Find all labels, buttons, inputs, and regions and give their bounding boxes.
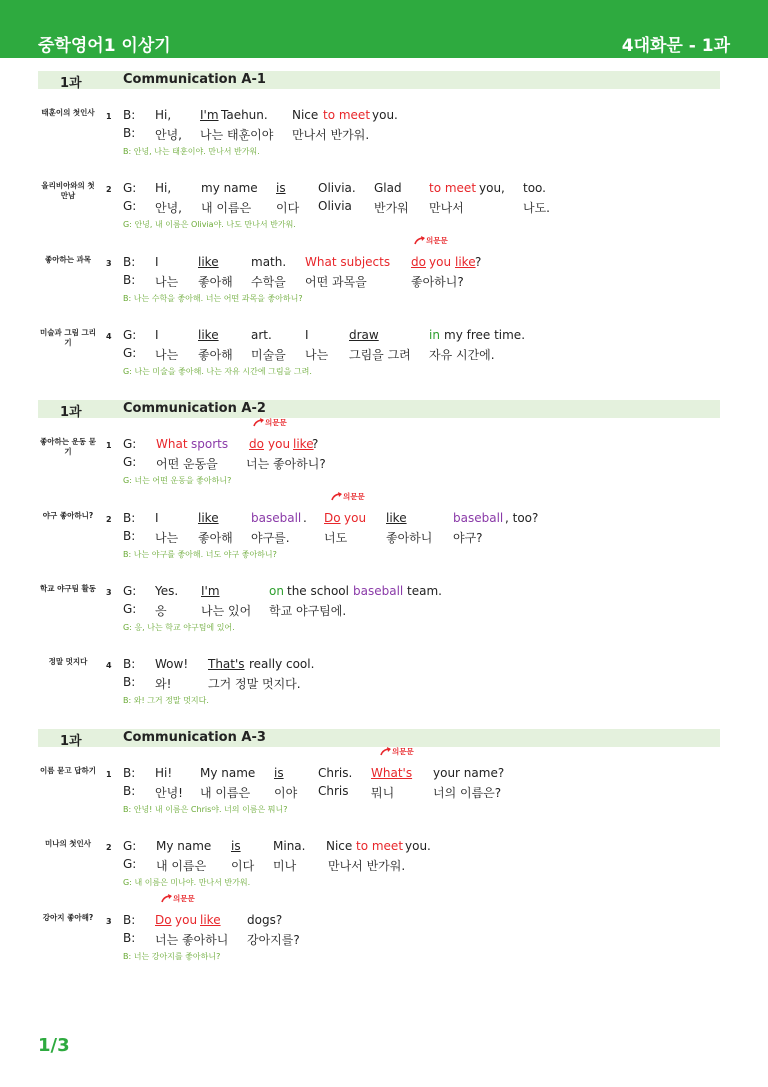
speaker: B:	[123, 913, 136, 927]
word: I	[155, 511, 159, 525]
translation: B: 안녕! 내 이름은 Chris야. 너의 이름은 뭐니?	[123, 805, 288, 814]
section-lesson: 1과	[60, 76, 82, 91]
word: my free time.	[444, 328, 526, 342]
speaker: G:	[123, 328, 137, 342]
question-marker	[161, 893, 195, 904]
speaker: G:	[123, 839, 137, 853]
word: 안녕,	[155, 128, 182, 142]
word: do	[411, 255, 426, 269]
word: like	[200, 913, 221, 927]
speaker: G:	[123, 584, 137, 598]
curved-arrow-icon	[253, 418, 265, 427]
word: is	[276, 181, 286, 195]
word: 만나서 반가워.	[292, 128, 370, 142]
question-label: 의문문	[343, 492, 365, 501]
word: like	[386, 511, 407, 525]
speaker: B:	[123, 273, 136, 287]
word: 나는	[155, 275, 179, 289]
word: dogs?	[247, 913, 283, 927]
book-title: 중학영어1 이상기	[38, 36, 171, 56]
section-header	[38, 729, 720, 747]
word: Hi,	[155, 181, 172, 195]
dialogue-item	[0, 492, 768, 571]
speaker: B:	[123, 657, 136, 671]
word: too.	[523, 181, 546, 195]
word: ?	[475, 255, 482, 269]
word: my name	[201, 181, 258, 195]
word: , too?	[505, 511, 539, 525]
translation: G: 응, 나는 학교 야구팀에 있어.	[123, 623, 235, 632]
item-topic: 정말 멋지다	[48, 657, 88, 666]
word: Chris.	[318, 766, 353, 780]
word: What's	[371, 766, 413, 780]
word: 응	[155, 604, 167, 618]
page-number: 1/3	[38, 1035, 70, 1056]
word: I	[305, 328, 309, 342]
item-topic: 야구 좋아하니?	[42, 511, 94, 520]
item-number: 1	[106, 112, 112, 121]
speaker: B:	[123, 529, 136, 543]
speaker: G:	[123, 602, 137, 616]
dialogue-item	[0, 328, 768, 388]
word: 이다	[231, 859, 255, 873]
question-marker	[414, 235, 448, 246]
word: Glad	[374, 181, 402, 195]
item-number: 3	[106, 259, 112, 268]
translation: G: 내 이름은 미나야. 만나서 반가워.	[123, 878, 251, 887]
word: you	[175, 913, 198, 927]
word: 내 이름은	[200, 786, 251, 800]
word: 강아지를?	[247, 933, 300, 947]
word: Nice	[292, 108, 319, 122]
translation: G: 안녕, 내 이름은 Olivia야. 나도 만나서 반가워.	[123, 220, 296, 229]
word: I'm	[200, 108, 219, 122]
word: 학교 야구팀에.	[269, 604, 347, 618]
word: 좋아해	[198, 275, 233, 289]
word: 나는 있어	[201, 604, 252, 618]
word: 만나서 반가워.	[328, 859, 406, 873]
speaker: B:	[123, 108, 136, 122]
curved-arrow-icon	[161, 894, 173, 903]
translation: B: 너는 강아지를 좋아하니?	[123, 952, 221, 961]
item-number: 4	[106, 332, 112, 341]
dialogue-item	[0, 418, 768, 497]
item-number: 2	[106, 515, 112, 524]
word: 좋아하니?	[411, 275, 464, 289]
question-label: 의문문	[426, 236, 448, 245]
translation: G: 나는 미술을 좋아해. 나는 자유 시간에 그림을 그려.	[123, 367, 312, 376]
word: 나는	[155, 348, 179, 362]
word: Chris	[318, 784, 349, 798]
item-topic: 좋아하는 과목	[44, 255, 92, 264]
dialogue-item	[0, 894, 768, 973]
word: 미술을	[251, 348, 286, 362]
word: you.	[372, 108, 398, 122]
word: you,	[479, 181, 505, 195]
word: 어떤 운동을	[156, 457, 218, 471]
word: 안녕,	[155, 201, 182, 215]
curved-arrow-icon	[414, 236, 426, 245]
item-number: 2	[106, 185, 112, 194]
word: 미나	[273, 859, 297, 873]
item-topic: 이름 묻고 답하기	[40, 766, 96, 775]
word: like	[198, 255, 219, 269]
word: 좋아하니	[386, 531, 433, 545]
section-header	[38, 400, 720, 418]
question-marker	[380, 746, 414, 757]
word: Hi,	[155, 108, 172, 122]
question-label: 의문문	[392, 747, 414, 756]
word: My name	[200, 766, 256, 780]
item-topic: 학교 야구팀 활동	[40, 584, 96, 593]
word: you	[429, 255, 452, 269]
word: do	[249, 437, 264, 451]
word: 야구?	[453, 531, 483, 545]
curved-arrow-icon	[331, 492, 343, 501]
word: Do	[324, 511, 341, 525]
word: 그림을 그려	[349, 348, 411, 362]
word: to meet	[356, 839, 404, 853]
section-lesson: 1과	[60, 734, 82, 749]
item-number: 1	[106, 770, 112, 779]
word: like	[198, 328, 219, 342]
question-marker	[253, 417, 287, 428]
item-number: 1	[106, 441, 112, 450]
speaker: B:	[123, 931, 136, 945]
word: 나는 태훈이야	[200, 128, 274, 142]
dialogue-item	[0, 839, 768, 899]
curved-arrow-icon	[380, 747, 392, 756]
word: 이야	[274, 786, 298, 800]
word: Wow!	[155, 657, 189, 671]
translation: B: 나는 야구를 좋아해. 너도 야구 좋아하니?	[123, 550, 277, 559]
item-topic: 올리비아와의 첫 만남	[41, 181, 95, 200]
word: That's	[208, 657, 245, 671]
word: ?	[312, 437, 319, 451]
speaker: G:	[123, 455, 137, 469]
word: 수학을	[251, 275, 286, 289]
word: 너의 이름은?	[433, 786, 502, 800]
word: you	[344, 511, 367, 525]
word: I	[155, 328, 159, 342]
speaker: G:	[123, 857, 137, 871]
dialogue-item	[0, 108, 768, 168]
word: is	[274, 766, 284, 780]
word: in	[429, 328, 440, 342]
item-number: 2	[106, 843, 112, 852]
speaker: G:	[123, 346, 137, 360]
word: team.	[407, 584, 442, 598]
word: art.	[251, 328, 272, 342]
speaker: B:	[123, 675, 136, 689]
section-header	[38, 71, 720, 89]
dialogue-item	[0, 584, 768, 644]
question-label: 의문문	[265, 418, 287, 427]
word: like	[455, 255, 476, 269]
dialogue-item	[0, 236, 768, 315]
item-topic: 미술과 그림 그리기	[40, 328, 96, 347]
header-bar	[0, 0, 768, 58]
word: Hi!	[155, 766, 173, 780]
speaker: B:	[123, 126, 136, 140]
item-number: 4	[106, 661, 112, 670]
word: you.	[405, 839, 431, 853]
word: 자유 시간에.	[429, 348, 495, 362]
word: Olivia	[318, 199, 352, 213]
speaker: B:	[123, 766, 136, 780]
word: 내 이름은	[201, 201, 252, 215]
word: What	[156, 437, 188, 451]
dialogue-item	[0, 657, 768, 717]
speaker: B:	[123, 784, 136, 798]
word: My name	[156, 839, 212, 853]
item-number: 3	[106, 588, 112, 597]
word: is	[231, 839, 241, 853]
word: draw	[349, 328, 379, 342]
translation: G: 너는 어떤 운동을 좋아하니?	[123, 476, 232, 485]
word: 너는 좋아하니?	[246, 457, 326, 471]
word: 나도.	[523, 201, 550, 215]
word: 좋아해	[198, 531, 233, 545]
word: 나는	[305, 348, 329, 362]
word: I	[155, 255, 159, 269]
word: Taehun.	[221, 108, 268, 122]
word: like	[198, 511, 219, 525]
translation: B: 나는 수학을 좋아해. 너는 어떤 과목을 좋아하니?	[123, 294, 303, 303]
word: 안녕!	[155, 786, 183, 800]
question-marker	[331, 491, 365, 502]
word: baseball	[353, 584, 404, 598]
section-title: Communication A-1	[123, 72, 266, 87]
word: 그거 정말 멋지다.	[208, 677, 301, 691]
section-title: Communication A-2	[123, 401, 266, 416]
section-title: Communication A-3	[123, 730, 266, 745]
word: to meet	[429, 181, 477, 195]
word: 반가워	[374, 201, 409, 215]
word: to meet	[323, 108, 371, 122]
word: like	[293, 437, 314, 451]
word: Mina.	[273, 839, 306, 853]
word: I'm	[201, 584, 220, 598]
word: 와!	[155, 677, 172, 691]
word: baseball	[453, 511, 504, 525]
unit-title: 4대화문 - 1과	[621, 36, 730, 56]
word: 나는	[155, 531, 179, 545]
word: 어떤 과목을	[305, 275, 367, 289]
word: your name?	[433, 766, 505, 780]
word: the school	[287, 584, 349, 598]
word: baseball	[251, 511, 302, 525]
word: What subjects	[305, 255, 391, 269]
word: sports	[191, 437, 229, 451]
word: .	[303, 511, 307, 525]
word: Olivia.	[318, 181, 356, 195]
word: 좋아해	[198, 348, 233, 362]
word: Nice	[326, 839, 353, 853]
word: you	[268, 437, 291, 451]
speaker: G:	[123, 181, 137, 195]
item-topic: 태훈이의 첫인사	[41, 108, 95, 117]
speaker: B:	[123, 511, 136, 525]
dialogue-item	[0, 181, 768, 241]
question-label: 의문문	[173, 894, 195, 903]
word: Yes.	[155, 584, 179, 598]
word: on	[269, 584, 284, 598]
item-topic: 미나의 첫인사	[44, 839, 92, 848]
word: 뭐니	[371, 786, 395, 800]
item-number: 3	[106, 917, 112, 926]
word: 만나서	[429, 201, 464, 215]
speaker: G:	[123, 199, 137, 213]
word: 너는 좋아하니	[155, 933, 229, 947]
translation: B: 와! 그거 정말 멋지다.	[123, 696, 209, 705]
section-lesson: 1과	[60, 405, 82, 420]
word: 야구를.	[251, 531, 290, 545]
item-topic: 좋아하는 운동 묻기	[40, 437, 96, 456]
word: 내 이름은	[156, 859, 207, 873]
word: Do	[155, 913, 172, 927]
word: 이다	[276, 201, 300, 215]
translation: B: 안녕, 나는 태훈이야. 만나서 반가워.	[123, 147, 260, 156]
word: really cool.	[249, 657, 315, 671]
word: 너도	[324, 531, 348, 545]
word: math.	[251, 255, 287, 269]
dialogue-item	[0, 747, 768, 826]
item-topic: 강아지 좋아해?	[42, 913, 94, 922]
speaker: G:	[123, 437, 137, 451]
speaker: B:	[123, 255, 136, 269]
